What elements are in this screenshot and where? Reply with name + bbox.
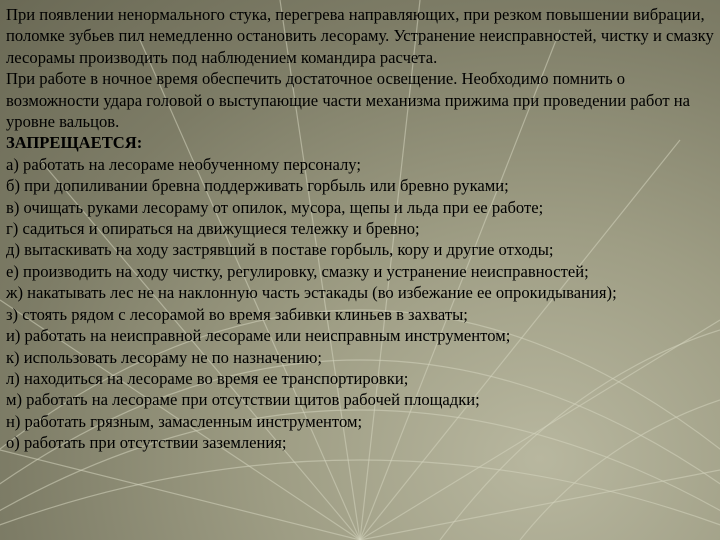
list-item: и) работать на неисправной лесораме или неисправным инструментом; [6, 326, 511, 346]
list-item: м) работать на лесораме при отсутствии щитов рабочей площадки; [6, 390, 480, 410]
list-item: в) очищать руками лесораму от опилок, мусора, щепы и льда при ее работе; [6, 197, 544, 217]
slide-text-block [6, 4, 714, 454]
list-item: ж) накатывать лес не на наклонную часть эстакады (во избежание ее опрокидывания); [6, 283, 617, 303]
list-item: н) работать грязным, замасленным инструментом; [6, 411, 363, 431]
list-item: б) при допиливании бревна поддерживать горбыль или бревно руками; [6, 176, 509, 196]
intro-paragraph-1: При появлении ненормального стука, перегрева направляющих, при резком повышении вибрации, поломке зубьев пил немедленно остановить лесораму. Устранение неисправностей, чистку и смазку лесорамы производить под наблюдением командира расчета. [6, 5, 714, 67]
intro-paragraph-2: При работе в ночное время обеспечить достаточное освещение. Необходимо помнить о возможности удара головой о выступающие части механизма прижима при проведении работ на уровне вальцов. [6, 69, 691, 132]
list-item: а) работать на лесораме необученному персоналу; [6, 154, 361, 174]
list-item: д) вытаскивать на ходу застрявший в поставе горбыль, кору и другие отходы; [6, 240, 554, 260]
list-item: к) использовать лесораму не по назначению; [6, 347, 322, 367]
list-item: л) находиться на лесораме во время ее транспортировки; [6, 368, 409, 388]
list-item: г) садиться и опираться на движущиеся тележку и бревно; [6, 219, 420, 239]
list-item: е) производить на ходу чистку, регулировку, смазку и устранение неисправностей; [6, 261, 589, 281]
prohibited-heading: ЗАПРЕЩАЕТСЯ: [6, 133, 143, 153]
list-item: з) стоять рядом с лесорамой во время забивки клиньев в захваты; [6, 304, 468, 324]
list-item: о) работать при отсутствии заземления; [6, 433, 287, 453]
prohibited-list [6, 154, 714, 454]
